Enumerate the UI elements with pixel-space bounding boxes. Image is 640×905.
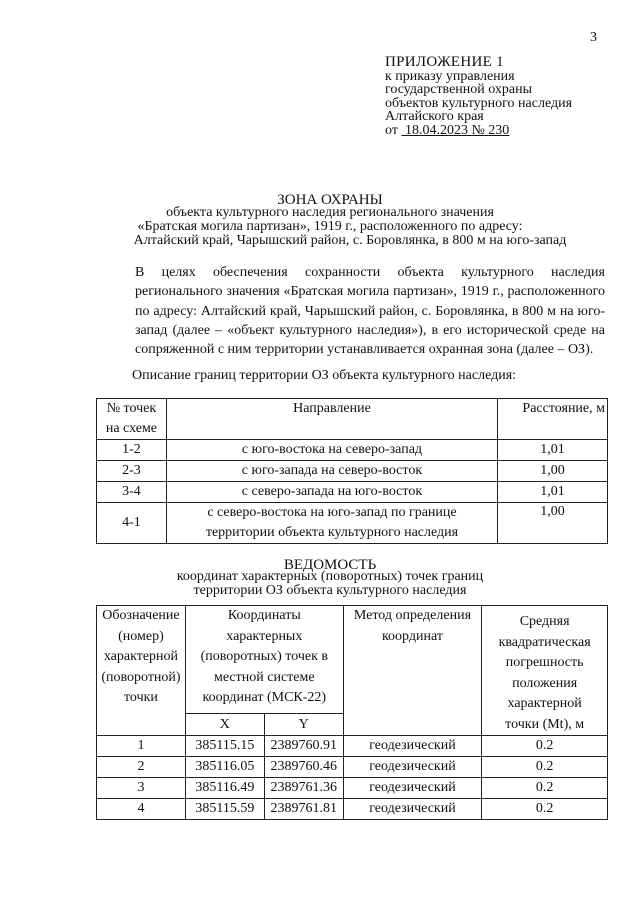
cell-method: геодезический <box>343 757 482 778</box>
cell-y: 2389760.46 <box>264 757 343 778</box>
cell-point-number: 3 <box>97 778 186 799</box>
table-row <box>97 799 608 820</box>
cell-y: 2389760.91 <box>264 736 343 757</box>
table-header-row <box>97 606 608 714</box>
header-coordinates: Координаты характерных (поворотных) точек в местной системе координат (МСК-22) <box>185 606 343 714</box>
boundaries-caption: Описание границ территории ОЗ объекта культурного наследия: <box>132 368 517 383</box>
order-line <box>385 124 572 138</box>
zone-subtitle <box>95 206 565 234</box>
table-row <box>97 757 608 778</box>
cell-method: геодезический <box>343 736 482 757</box>
vedomost-subtitle-line: координат характерных (поворотных) точек границ <box>176 569 484 584</box>
appendix-heading: ПРИЛОЖЕНИЕ 1 <box>385 54 504 70</box>
cell-mt: 0.2 <box>482 757 608 778</box>
vedomost-subtitle <box>95 570 565 597</box>
appendix-line: к приказу управления <box>385 68 515 84</box>
appendix-line: государственной охраны <box>385 82 533 97</box>
coordinates-table <box>96 605 608 820</box>
table-row <box>97 461 608 482</box>
boundaries-table <box>96 398 608 544</box>
order-prefix: от <box>385 122 398 138</box>
cell-distance: 1,01 <box>498 440 608 461</box>
cell-y: 2389761.36 <box>264 778 343 799</box>
cell-point-number: 4 <box>97 799 186 820</box>
intro-paragraph <box>97 263 605 359</box>
cell-mt: 0.2 <box>482 778 608 799</box>
appendix-block <box>385 56 572 137</box>
cell-method: геодезический <box>343 778 482 799</box>
zone-subtitle-line: «Братская могила партизан», 1919 г., расположенного по адресу: <box>137 219 523 234</box>
zone-title: ЗОНА ОХРАНЫ <box>277 192 383 208</box>
appendix-line: Алтайского края <box>385 109 484 124</box>
table-row <box>97 503 608 544</box>
vedomost-subtitle-line: территории ОЗ объекта культурного наследия <box>193 582 467 598</box>
header-distance: Расстояние, м <box>498 399 608 440</box>
order-date: 18.04.2023 № 230 <box>404 122 510 138</box>
cell-point-number: 1 <box>97 736 186 757</box>
cell-points: 1-2 <box>97 440 167 461</box>
cell-direction: с северо-запада на юго-восток <box>166 482 497 503</box>
table-row <box>97 736 608 757</box>
zone-subtitle-line: Алтайский край, Чарышский район, с. Боровлянка, в 800 м на юго-запад <box>133 233 567 248</box>
cell-mt: 0.2 <box>482 736 608 757</box>
cell-distance: 1,00 <box>498 461 608 482</box>
cell-points: 3-4 <box>97 482 167 503</box>
header-x: X <box>185 714 264 736</box>
header-method: Метод определения координат <box>343 606 482 736</box>
cell-x: 385116.05 <box>185 757 264 778</box>
table-row <box>97 778 608 799</box>
cell-direction: с юго-востока на северо-запад <box>166 440 497 461</box>
table-row <box>97 482 608 503</box>
header-direction: Направление <box>166 399 497 440</box>
cell-method: геодезический <box>343 799 482 820</box>
header-designation: Обозначение (номер) характерной (поворотной) точки <box>97 606 186 736</box>
table-header-row <box>97 399 608 440</box>
cell-direction: с северо-востока на юго-запад по границе территории объекта культурного наследия <box>166 503 497 544</box>
cell-x: 385115.59 <box>185 799 264 820</box>
page-number: 3 <box>590 30 597 45</box>
table-row <box>97 440 608 461</box>
vedomost-title: ВЕДОМОСТЬ <box>283 557 377 573</box>
header-points: № точек на схеме <box>97 399 167 440</box>
cell-direction: с юго-запада на северо-восток <box>166 461 497 482</box>
cell-y: 2389761.81 <box>264 799 343 820</box>
header-error: Средняя квадратическая погрешность положения характерной точки (Mt), м <box>482 606 608 736</box>
cell-mt: 0.2 <box>482 799 608 820</box>
appendix-line: объектов культурного наследия <box>385 95 573 111</box>
cell-point-number: 2 <box>97 757 186 778</box>
paragraph-text: В целях обеспечения сохранности объекта культурного наследия регионального значения «Братская могила партизан», 1919 г., расположенного по адресу: Алтайский край, Чарышский район, с. Боровлянка, в 800 м на юго-запад (далее – «объект культурного наследия»), в его исторической среде на сопряженной с ним территории устанавливается охранная зона (далее – ОЗ). <box>135 265 605 358</box>
cell-distance: 1,00 <box>498 503 608 544</box>
cell-points: 2-3 <box>97 461 167 482</box>
header-y: Y <box>264 714 343 736</box>
order-number: 230 <box>488 122 510 138</box>
cell-points: 4-1 <box>97 503 167 544</box>
zone-subtitle-line: объекта культурного наследия регионального значения <box>166 205 494 220</box>
cell-x: 385116.49 <box>185 778 264 799</box>
cell-x: 385115.15 <box>185 736 264 757</box>
cell-distance: 1,01 <box>498 482 608 503</box>
